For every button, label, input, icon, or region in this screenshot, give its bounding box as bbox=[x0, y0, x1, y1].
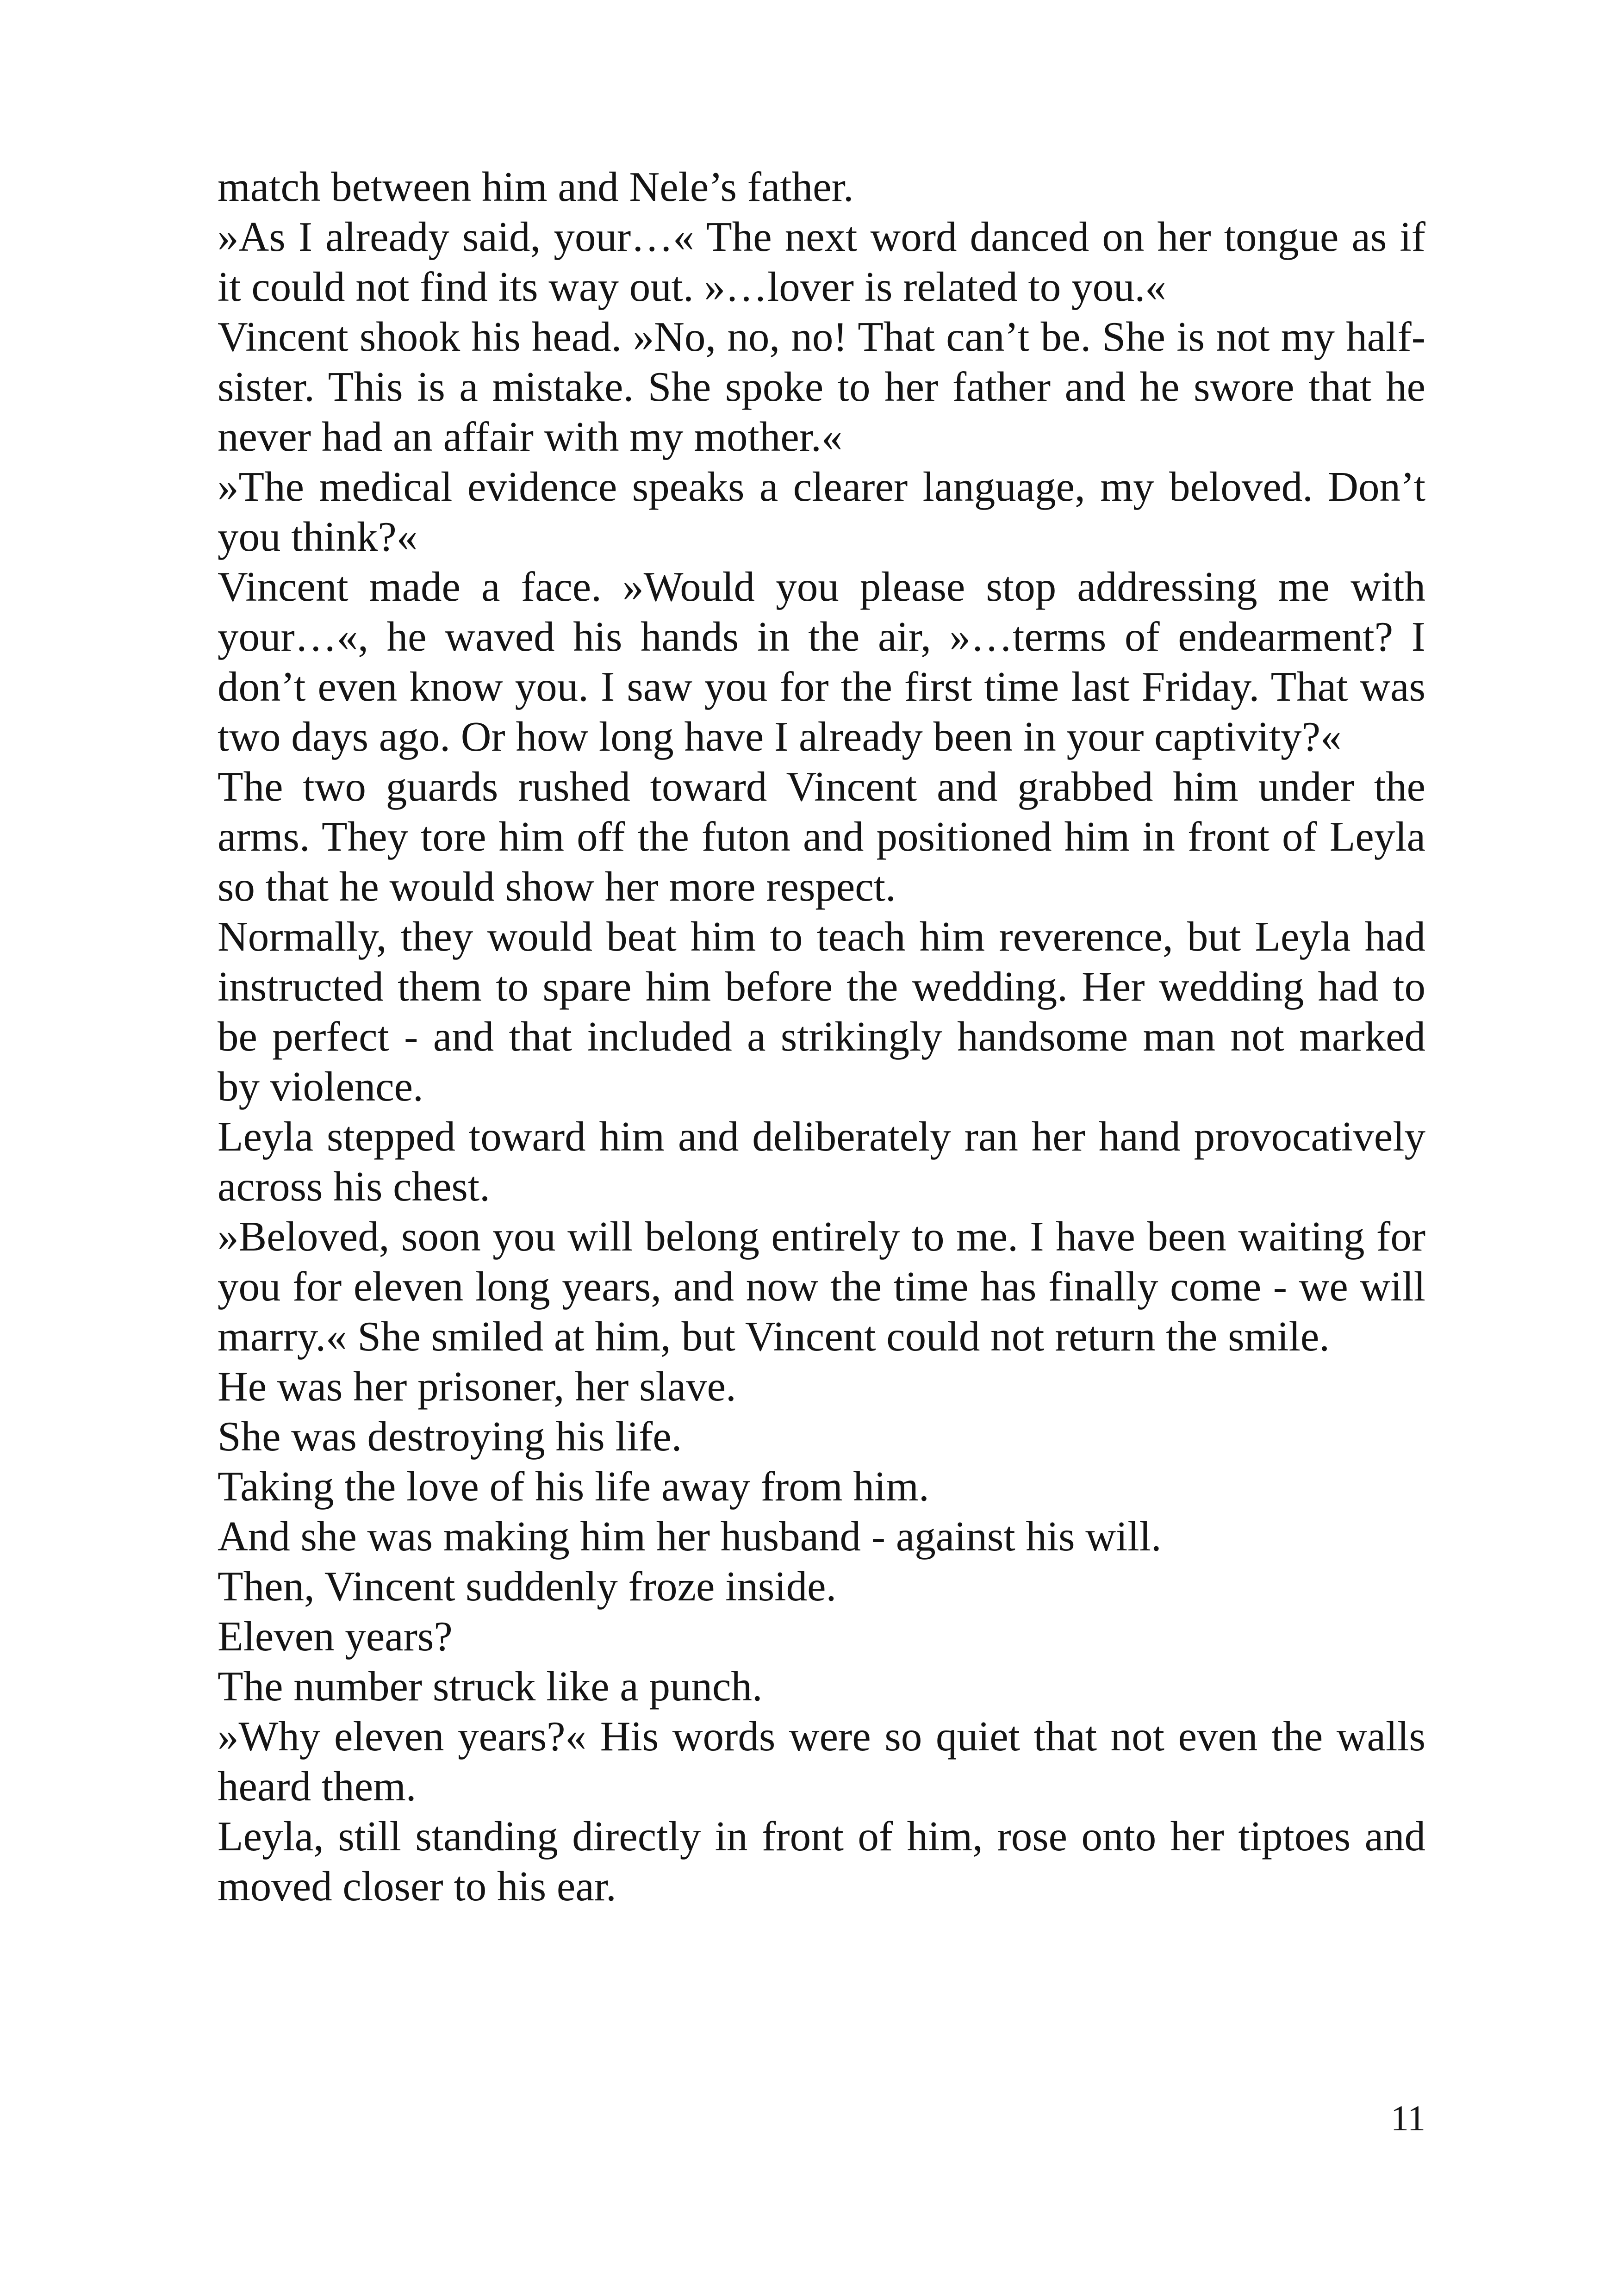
paragraph: Then, Vincent suddenly froze inside. bbox=[218, 1563, 837, 1610]
paragraph: »Why eleven years?« His words were so quiet that not even the walls heard them. bbox=[218, 1713, 1425, 1810]
paragraph: Eleven years? bbox=[218, 1613, 453, 1660]
paragraph: Leyla stepped toward him and deliberately ran her hand provocatively across his chest. bbox=[218, 1113, 1425, 1210]
paragraph: »Beloved, soon you will belong entirely to me. I have been waiting for you for eleven long years, and now the time has finally come - we will marry.« She smiled at him, but Vincent could not return the smile. bbox=[218, 1213, 1425, 1360]
paragraph: He was her prisoner, her slave. bbox=[218, 1363, 736, 1410]
paragraph: Vincent shook his head. »No, no, no! That can’t be. She is not my half-sister. This is a mistake. She spoke to her father and he swore that he never had an affair with my mother.« bbox=[218, 313, 1425, 460]
paragraph: »As I already said, your…« The next word danced on her tongue as if it could not find its way out. »…lover is related to you.« bbox=[218, 213, 1425, 310]
paragraph: »The medical evidence speaks a clearer language, my beloved. Don’t you think?« bbox=[218, 463, 1425, 560]
page-body bbox=[218, 162, 1425, 1911]
paragraph: Leyla, still standing directly in front of him, rose onto her tiptoes and moved closer to his ear. bbox=[218, 1813, 1425, 1910]
paragraph: Normally, they would beat him to teach him reverence, but Leyla had instructed them to spare him before the wedding. Her wedding had to be perfect - and that included a strikingly handsome man not marked by violence. bbox=[218, 913, 1425, 1110]
paragraph: match between him and Nele’s father. bbox=[218, 163, 854, 210]
paragraph: Vincent made a face. »Would you please stop addressing me with your…«, he waved his hands in the air, »…terms of endearment? I don’t even know you. I saw you for the first time last Friday. That was two days ago. Or how long have I already been in your captivity?« bbox=[218, 563, 1425, 760]
paragraph: The two guards rushed toward Vincent and grabbed him under the arms. They tore him off the futon and positioned him in front of Leyla so that he would show her more respect. bbox=[218, 763, 1425, 910]
page-number: 11 bbox=[1390, 2098, 1425, 2138]
paragraph: And she was making him her husband - against his will. bbox=[218, 1513, 1162, 1560]
paragraph: She was destroying his life. bbox=[218, 1413, 682, 1460]
paragraph: Taking the love of his life away from him. bbox=[218, 1463, 929, 1510]
paragraph: The number struck like a punch. bbox=[218, 1663, 763, 1710]
